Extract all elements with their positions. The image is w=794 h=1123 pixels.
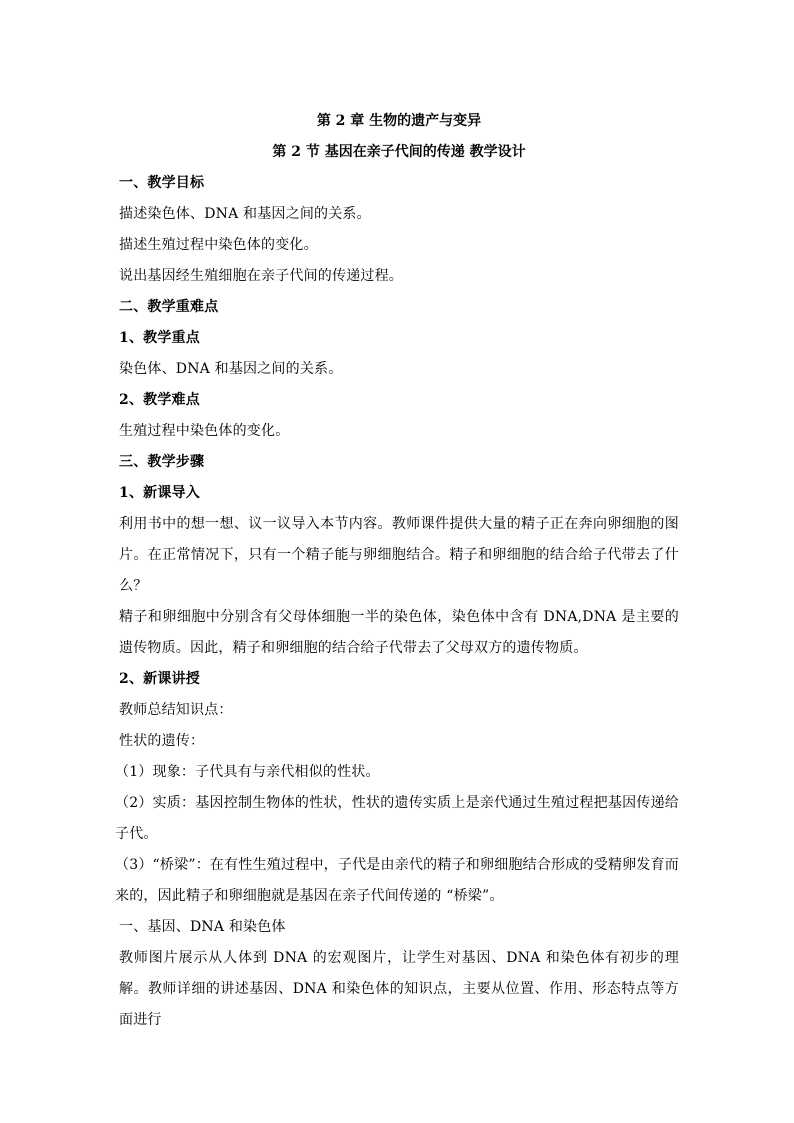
paragraph: 教师总结知识点： xyxy=(119,702,233,718)
subheading-new-lesson: 2、新课讲授 xyxy=(119,671,200,687)
paragraph: 精子和卵细胞中分别含有父母体细胞一半的染色体，染色体中含有 DNA,DNA 是主要的遗传物质。因此，精子和卵细胞的结合给子代带去了父母双方的遗传物质。 xyxy=(119,609,679,656)
heading-key-points: 二、教学重难点 xyxy=(119,299,219,315)
document-content xyxy=(115,106,679,1036)
list-item: （2）实质：基因控制生物体的性状，性状的遗传实质上是亲代通过生殖过程把基因传递给子代。 xyxy=(115,795,679,842)
subheading-introduction: 1、新课导入 xyxy=(119,485,200,501)
subheading-difficulty: 2、教学难点 xyxy=(119,392,200,408)
paragraph: 描述染色体、DNA 和基因之间的关系。 xyxy=(119,206,371,222)
paragraph: 生殖过程中染色体的变化。 xyxy=(119,423,290,439)
paragraph: 利用书中的想一想、议一议导入本节内容。教师课件提供大量的精子正在奔向卵细胞的图片。在正常情况下，只有一个精子能与卵细胞结合。精子和卵细胞的结合给子代带去了什么？ xyxy=(119,516,679,594)
paragraph: 一、基因、DNA 和染色体 xyxy=(119,919,286,935)
subheading-focus: 1、教学重点 xyxy=(119,330,200,346)
section-title: 第 2 节 基因在亲子代间的传递 教学设计 xyxy=(272,144,526,160)
heading-steps: 三、教学步骤 xyxy=(119,454,205,470)
paragraph: 描述生殖过程中染色体的变化。 xyxy=(119,237,318,253)
list-item: （1）现象：子代具有与亲代相似的性状。 xyxy=(115,764,380,780)
paragraph: 染色体、DNA 和基因之间的关系。 xyxy=(119,361,343,377)
paragraph: 教师图片展示从人体到 DNA 的宏观图片，让学生对基因、DNA 和染色体有初步的理解。教师详细的讲述基因、DNA 和染色体的知识点，主要从位置、作用、形态特点等方面进行 xyxy=(119,950,679,1028)
paragraph: 性状的遗传： xyxy=(119,733,205,749)
paragraph: 说出基因经生殖细胞在亲子代间的传递过程。 xyxy=(119,268,403,284)
heading-objectives: 一、教学目标 xyxy=(119,175,205,191)
chapter-title: 第 2 章 生物的遗产与变异 xyxy=(316,113,482,129)
list-item: （3）“桥梁”：在有性生殖过程中，子代是由亲代的精子和卵细胞结合形成的受精卵发育而来的，因此精子和卵细胞就是基因在亲子代间传递的 “桥梁”。 xyxy=(115,857,679,904)
